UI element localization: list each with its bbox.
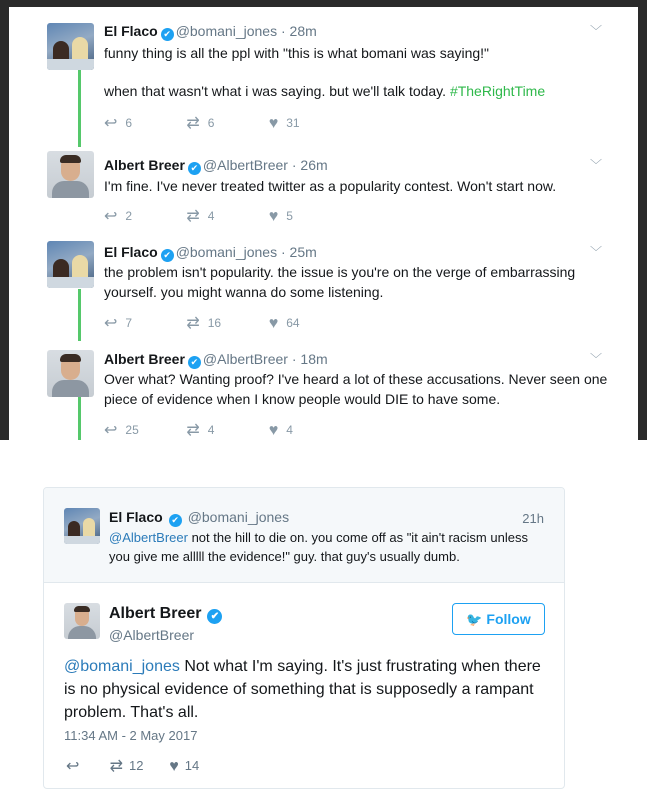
follow-button[interactable]: 🐦 Follow (452, 603, 545, 635)
verified-badge-icon: ✔ (161, 249, 174, 262)
chevron-down-icon[interactable]: ﹀ (590, 245, 603, 259)
author-handle[interactable]: @bomani_jones (175, 23, 278, 39)
embedded-tweet[interactable] (43, 487, 565, 789)
avatar[interactable] (64, 508, 100, 544)
tweet-actions (104, 420, 293, 440)
tweet-header (109, 509, 289, 527)
retweet-icon: ⇄ (186, 422, 200, 439)
thread-tweet[interactable] (9, 140, 638, 235)
author-name[interactable]: Albert Breer (104, 157, 185, 173)
tweet-time[interactable]: 18m (300, 351, 328, 367)
author-name[interactable]: Albert Breer ✔ (109, 605, 224, 624)
tweet-text: the problem isn't popularity. the issue is you're on the verge of embarrassing yourself. you might wanna do some listening. (104, 264, 576, 300)
avatar[interactable] (47, 151, 94, 198)
retweet-button[interactable]: ⇄ 4 (186, 422, 215, 439)
like-button[interactable]: ♥ 64 (268, 315, 300, 332)
retweet-button[interactable]: ⇄ 16 (186, 315, 222, 332)
verified-badge-icon: ✔ (169, 514, 182, 527)
tweet-header: El Flaco ✔ @bomani_jones · 28m (104, 23, 317, 39)
retweet-button[interactable]: ⇄ 12 (109, 758, 144, 775)
avatar[interactable] (64, 603, 100, 639)
tweet-text: Over what? Wanting proof? I've heard a lot of these accusations. Never seen one piece of evidence when I know people would DIE to have some. (104, 371, 608, 407)
reply-icon: ↩ (104, 115, 118, 132)
reply-icon: ↩ (104, 208, 118, 225)
chevron-down-icon[interactable]: ﹀ (590, 352, 603, 366)
tweet-time[interactable]: 28m (289, 23, 317, 39)
like-button[interactable]: ♥ 31 (268, 115, 300, 132)
reply-button[interactable] (66, 756, 106, 776)
heart-icon: ♥ (268, 315, 279, 332)
tweet-actions (66, 756, 199, 776)
verified-badge-icon: ✔ (188, 356, 201, 369)
thread-tweet[interactable] (9, 235, 638, 342)
retweet-icon: ⇄ (186, 315, 200, 332)
reply-button[interactable]: ↩ 2 (104, 208, 133, 225)
mention-link[interactable]: @bomani_jones (64, 658, 180, 675)
tweet-actions (104, 313, 300, 333)
reply-button[interactable]: ↩ 7 (104, 315, 133, 332)
verified-badge-icon: ✔ (188, 162, 201, 175)
heart-icon: ♥ (268, 208, 279, 225)
reply-button[interactable]: ↩ 25 (104, 422, 139, 439)
avatar[interactable] (47, 350, 94, 397)
retweet-icon: ⇄ (109, 758, 124, 775)
heart-icon: ♥ (268, 115, 279, 132)
twitter-bird-icon: 🐦 (466, 611, 483, 627)
author-name[interactable]: El Flaco (109, 509, 163, 525)
author-handle[interactable]: @AlbertBreer (202, 157, 288, 173)
tweet-time[interactable]: 25m (289, 244, 317, 260)
tweet-header: Albert Breer ✔ @AlbertBreer · 26m (104, 157, 328, 173)
hashtag-link[interactable]: #TheRightTime (449, 83, 546, 99)
thread-panel (9, 7, 638, 440)
tweet-actions (104, 113, 300, 133)
author-name[interactable]: Albert Breer (104, 351, 185, 367)
verified-badge-icon: ✔ (207, 609, 222, 624)
like-button[interactable]: ♥ 4 (268, 422, 293, 439)
tweet-time[interactable]: 26m (300, 157, 328, 173)
tweet-actions (104, 206, 293, 226)
reply-icon: ↩ (66, 758, 80, 775)
verified-badge-icon: ✔ (161, 28, 174, 41)
tweet-text: I'm fine. I've never treated twitter as a popularity contest. Won't start now. (104, 178, 557, 194)
author-name[interactable]: El Flaco (104, 244, 158, 260)
chevron-down-icon[interactable]: ﹀ (590, 24, 603, 38)
retweet-button[interactable]: ⇄ 6 (186, 115, 215, 132)
tweet-header: Albert Breer ✔ @AlbertBreer · 18m (104, 351, 328, 367)
author-handle[interactable]: @AlbertBreer (109, 627, 195, 643)
retweet-button[interactable]: ⇄ 4 (186, 208, 215, 225)
tweet-date[interactable]: 11:34 AM - 2 May 2017 (64, 728, 198, 743)
author-name[interactable]: El Flaco (104, 23, 158, 39)
reply-button[interactable]: ↩ 6 (104, 115, 133, 132)
avatar[interactable] (47, 241, 94, 288)
avatar[interactable] (47, 23, 94, 70)
quoted-tweet[interactable] (44, 488, 564, 583)
tweet-header: El Flaco ✔ @bomani_jones · 25m (104, 244, 317, 260)
retweet-icon: ⇄ (186, 115, 200, 132)
author-handle[interactable]: @bomani_jones (187, 509, 290, 525)
reply-icon: ↩ (104, 315, 118, 332)
tweet-time[interactable]: 21h (522, 511, 544, 526)
mention-link[interactable]: @AlbertBreer (109, 530, 188, 545)
thread-tweet[interactable] (9, 342, 638, 440)
retweet-icon: ⇄ (186, 208, 200, 225)
heart-icon: ♥ (268, 422, 279, 439)
like-button[interactable]: ♥ 14 (169, 758, 200, 775)
chevron-down-icon[interactable]: ﹀ (590, 158, 603, 172)
author-handle[interactable]: @AlbertBreer (202, 351, 288, 367)
tweet-text: @bomani_jones Not what I'm saying. It's just frustrating when there is no physical evidence of something that is supposedly a rampant problem. That's all. (64, 658, 541, 721)
tweet-text: @AlbertBreer not the hill to die on. you come off as "it ain't racism unless you give me alllll the evidence!" guy. that guy's usually dumb. (109, 530, 528, 564)
thread-tweet[interactable] (9, 7, 638, 140)
heart-icon: ♥ (169, 758, 179, 775)
tweet-text: funny thing is all the ppl with "this is what bomani was saying!" when that wasn't what i was saying. but we'll talk today. #TheRightTime (104, 45, 546, 99)
like-button[interactable]: ♥ 5 (268, 208, 293, 225)
reply-icon: ↩ (104, 422, 118, 439)
author-handle[interactable]: @bomani_jones (175, 244, 278, 260)
